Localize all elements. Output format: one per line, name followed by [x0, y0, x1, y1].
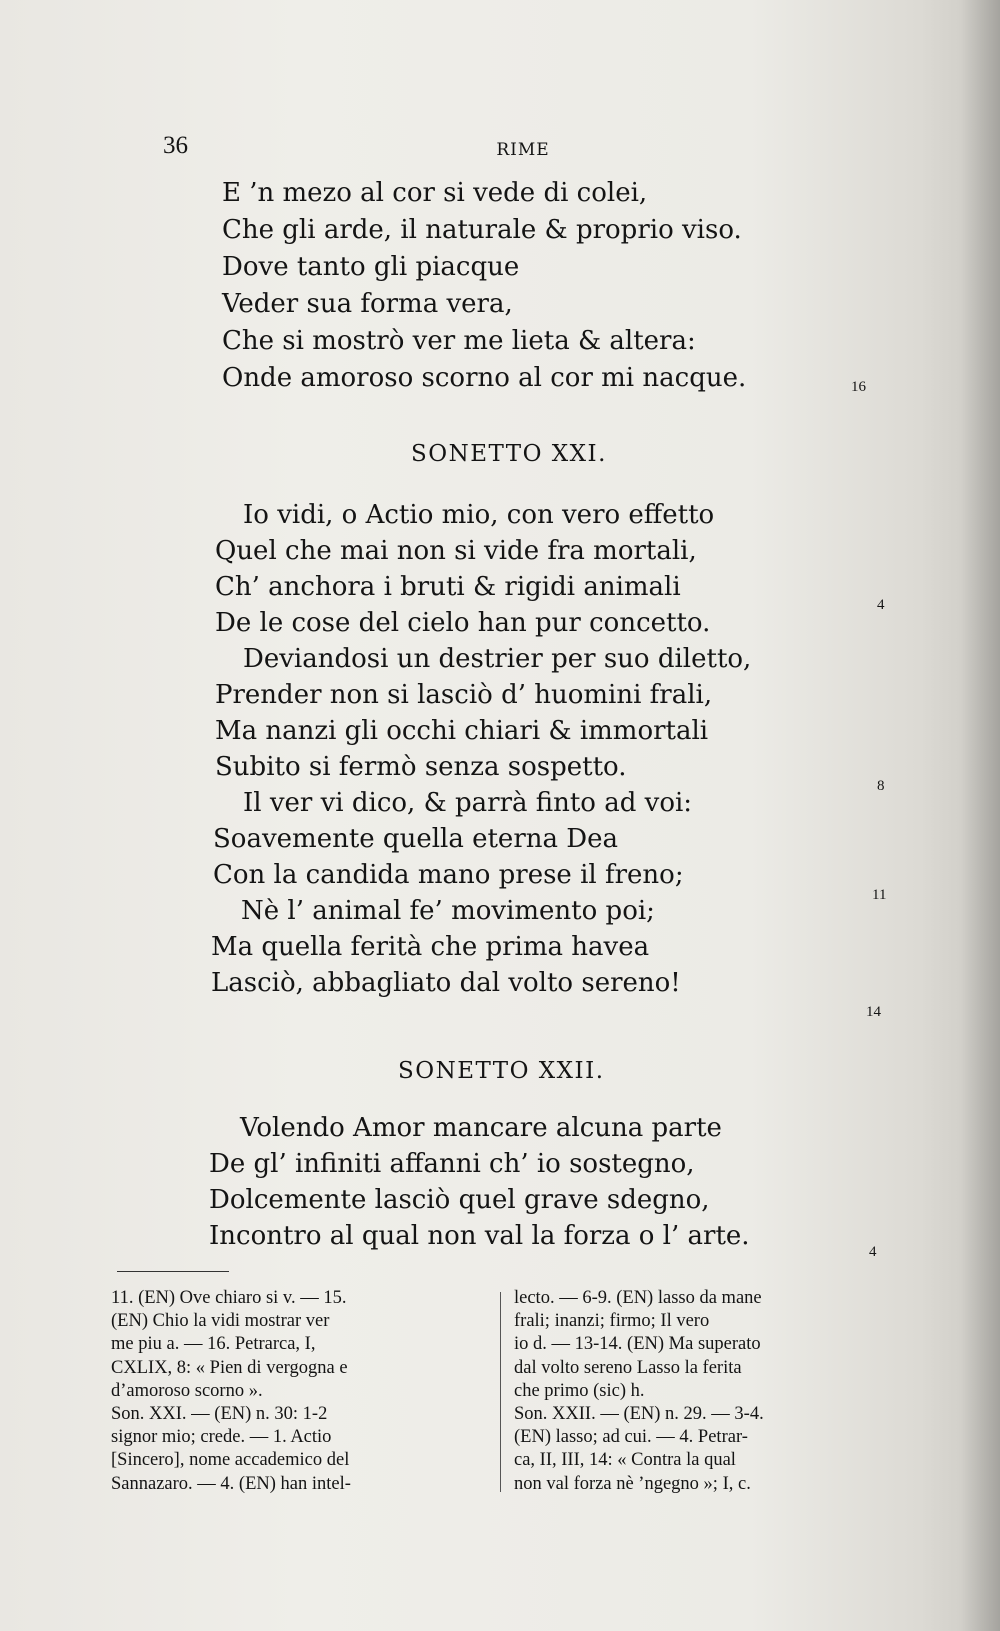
footnote-line: (EN) Chio la vidi mostrar ver — [111, 1311, 330, 1332]
verse-line: Subito si fermò senza sospetto. — [215, 752, 627, 782]
footnotes-left-column — [111, 1287, 483, 1496]
footnote-line: [Sincero], nome accademico del — [111, 1450, 350, 1471]
running-title: RIME — [496, 140, 550, 160]
line-number: 16 — [851, 379, 866, 395]
verse-line: De gl’ infiniti affanni ch’ io sostegno, — [209, 1149, 695, 1179]
footnote-line: d’amoroso scorno ». — [111, 1380, 263, 1401]
page-header — [163, 132, 883, 172]
verse-line: Quel che mai non si vide fra mortali, — [215, 536, 697, 566]
sonnet-title: SONETTO XXII. — [398, 1058, 605, 1084]
verse-line: Che si mostrò ver me lieta & altera: — [222, 326, 696, 356]
verse-line: Con la candida mano prese il freno; — [213, 860, 684, 890]
verse-line: Il ver vi dico, & parrà finto ad voi: — [243, 788, 693, 818]
footnote-line: lecto. — 6-9. (EN) lasso da mane — [514, 1288, 762, 1308]
verse-line: Prender non si lasciò d’ huomini frali, — [215, 680, 713, 710]
footnote-line: Sannazaro. — 4. (EN) han intel- — [111, 1473, 351, 1494]
footnote-line: Son. XXI. — (EN) n. 30: 1-2 — [111, 1404, 328, 1425]
footnote-line: frali; inanzi; firmo; Il vero — [514, 1311, 710, 1332]
footnote-line: dal volto sereno Lasso la ferita — [514, 1357, 742, 1378]
verse-line: Io vidi, o Actio mio, con vero effetto — [243, 500, 715, 530]
footnotes-right-column — [514, 1287, 886, 1496]
verse-line: Ch’ anchora i bruti & rigidi animali — [215, 572, 681, 602]
footnote-line: (EN) lasso; ad cui. — 4. Petrar- — [514, 1427, 748, 1448]
footnote-line: 11. (EN) Ove chiaro si v. — 15. — [111, 1288, 347, 1308]
verse-line: Ma quella ferità che prima havea — [211, 932, 650, 962]
line-number: 8 — [877, 778, 885, 794]
verse-line: Deviandosi un destrier per suo diletto, — [243, 644, 752, 674]
footnote-line: io d. — 13-14. (EN) Ma superato — [514, 1334, 761, 1355]
footnote-line: signor mio; crede. — 1. Actio — [111, 1427, 332, 1448]
verse-line: Nè l’ animal fe’ movimento poi; — [241, 896, 655, 926]
verse-line: Volendo Amor mancare alcuna parte — [240, 1113, 722, 1143]
gutter-shadow — [960, 0, 1000, 1631]
verse-line: E ’n mezo al cor si vede di colei, — [222, 178, 648, 208]
footnote-column-divider — [500, 1292, 501, 1492]
verse-line: Ma nanzi gli occhi chiari & immortali — [215, 716, 709, 746]
footnote-line: CXLIX, 8: « Pien di vergogna e — [111, 1357, 348, 1378]
line-number: 4 — [869, 1244, 877, 1260]
verse-line: Che gli arde, il naturale & proprio viso. — [222, 215, 742, 245]
line-number: 4 — [877, 597, 885, 613]
verse-line: Dolcemente lasciò quel grave sdegno, — [209, 1185, 710, 1215]
footnote-line: ca, II, III, 14: « Contra la qual — [514, 1450, 736, 1471]
verse-line: Soavemente quella eterna Dea — [213, 824, 618, 854]
footnote-line: Son. XXII. — (EN) n. 29. — 3-4. — [514, 1404, 764, 1425]
page-number: 36 — [163, 132, 188, 159]
footnote-line: me piu a. — 16. Petrarca, I, — [111, 1334, 316, 1355]
footnote-rule — [117, 1271, 229, 1272]
verse-line: Veder sua forma vera, — [222, 289, 513, 319]
verse-line: Dove tanto gli piacque — [222, 252, 520, 282]
footnote-line: non val forza nè ’ngegno »; I, c. — [514, 1473, 751, 1494]
line-number: 14 — [866, 1004, 881, 1020]
footnote-line: che primo (sic) h. — [514, 1380, 645, 1401]
verse-line: De le cose del cielo han pur concetto. — [215, 608, 711, 638]
line-number: 11 — [872, 887, 887, 903]
verse-line: Lasciò, abbagliato dal volto sereno! — [211, 968, 681, 998]
verse-line: Onde amoroso scorno al cor mi nacque. — [222, 363, 747, 393]
sonnet-title: SONETTO XXI. — [411, 441, 607, 467]
verse-line: Incontro al qual non val la forza o l’ arte. — [209, 1221, 750, 1251]
